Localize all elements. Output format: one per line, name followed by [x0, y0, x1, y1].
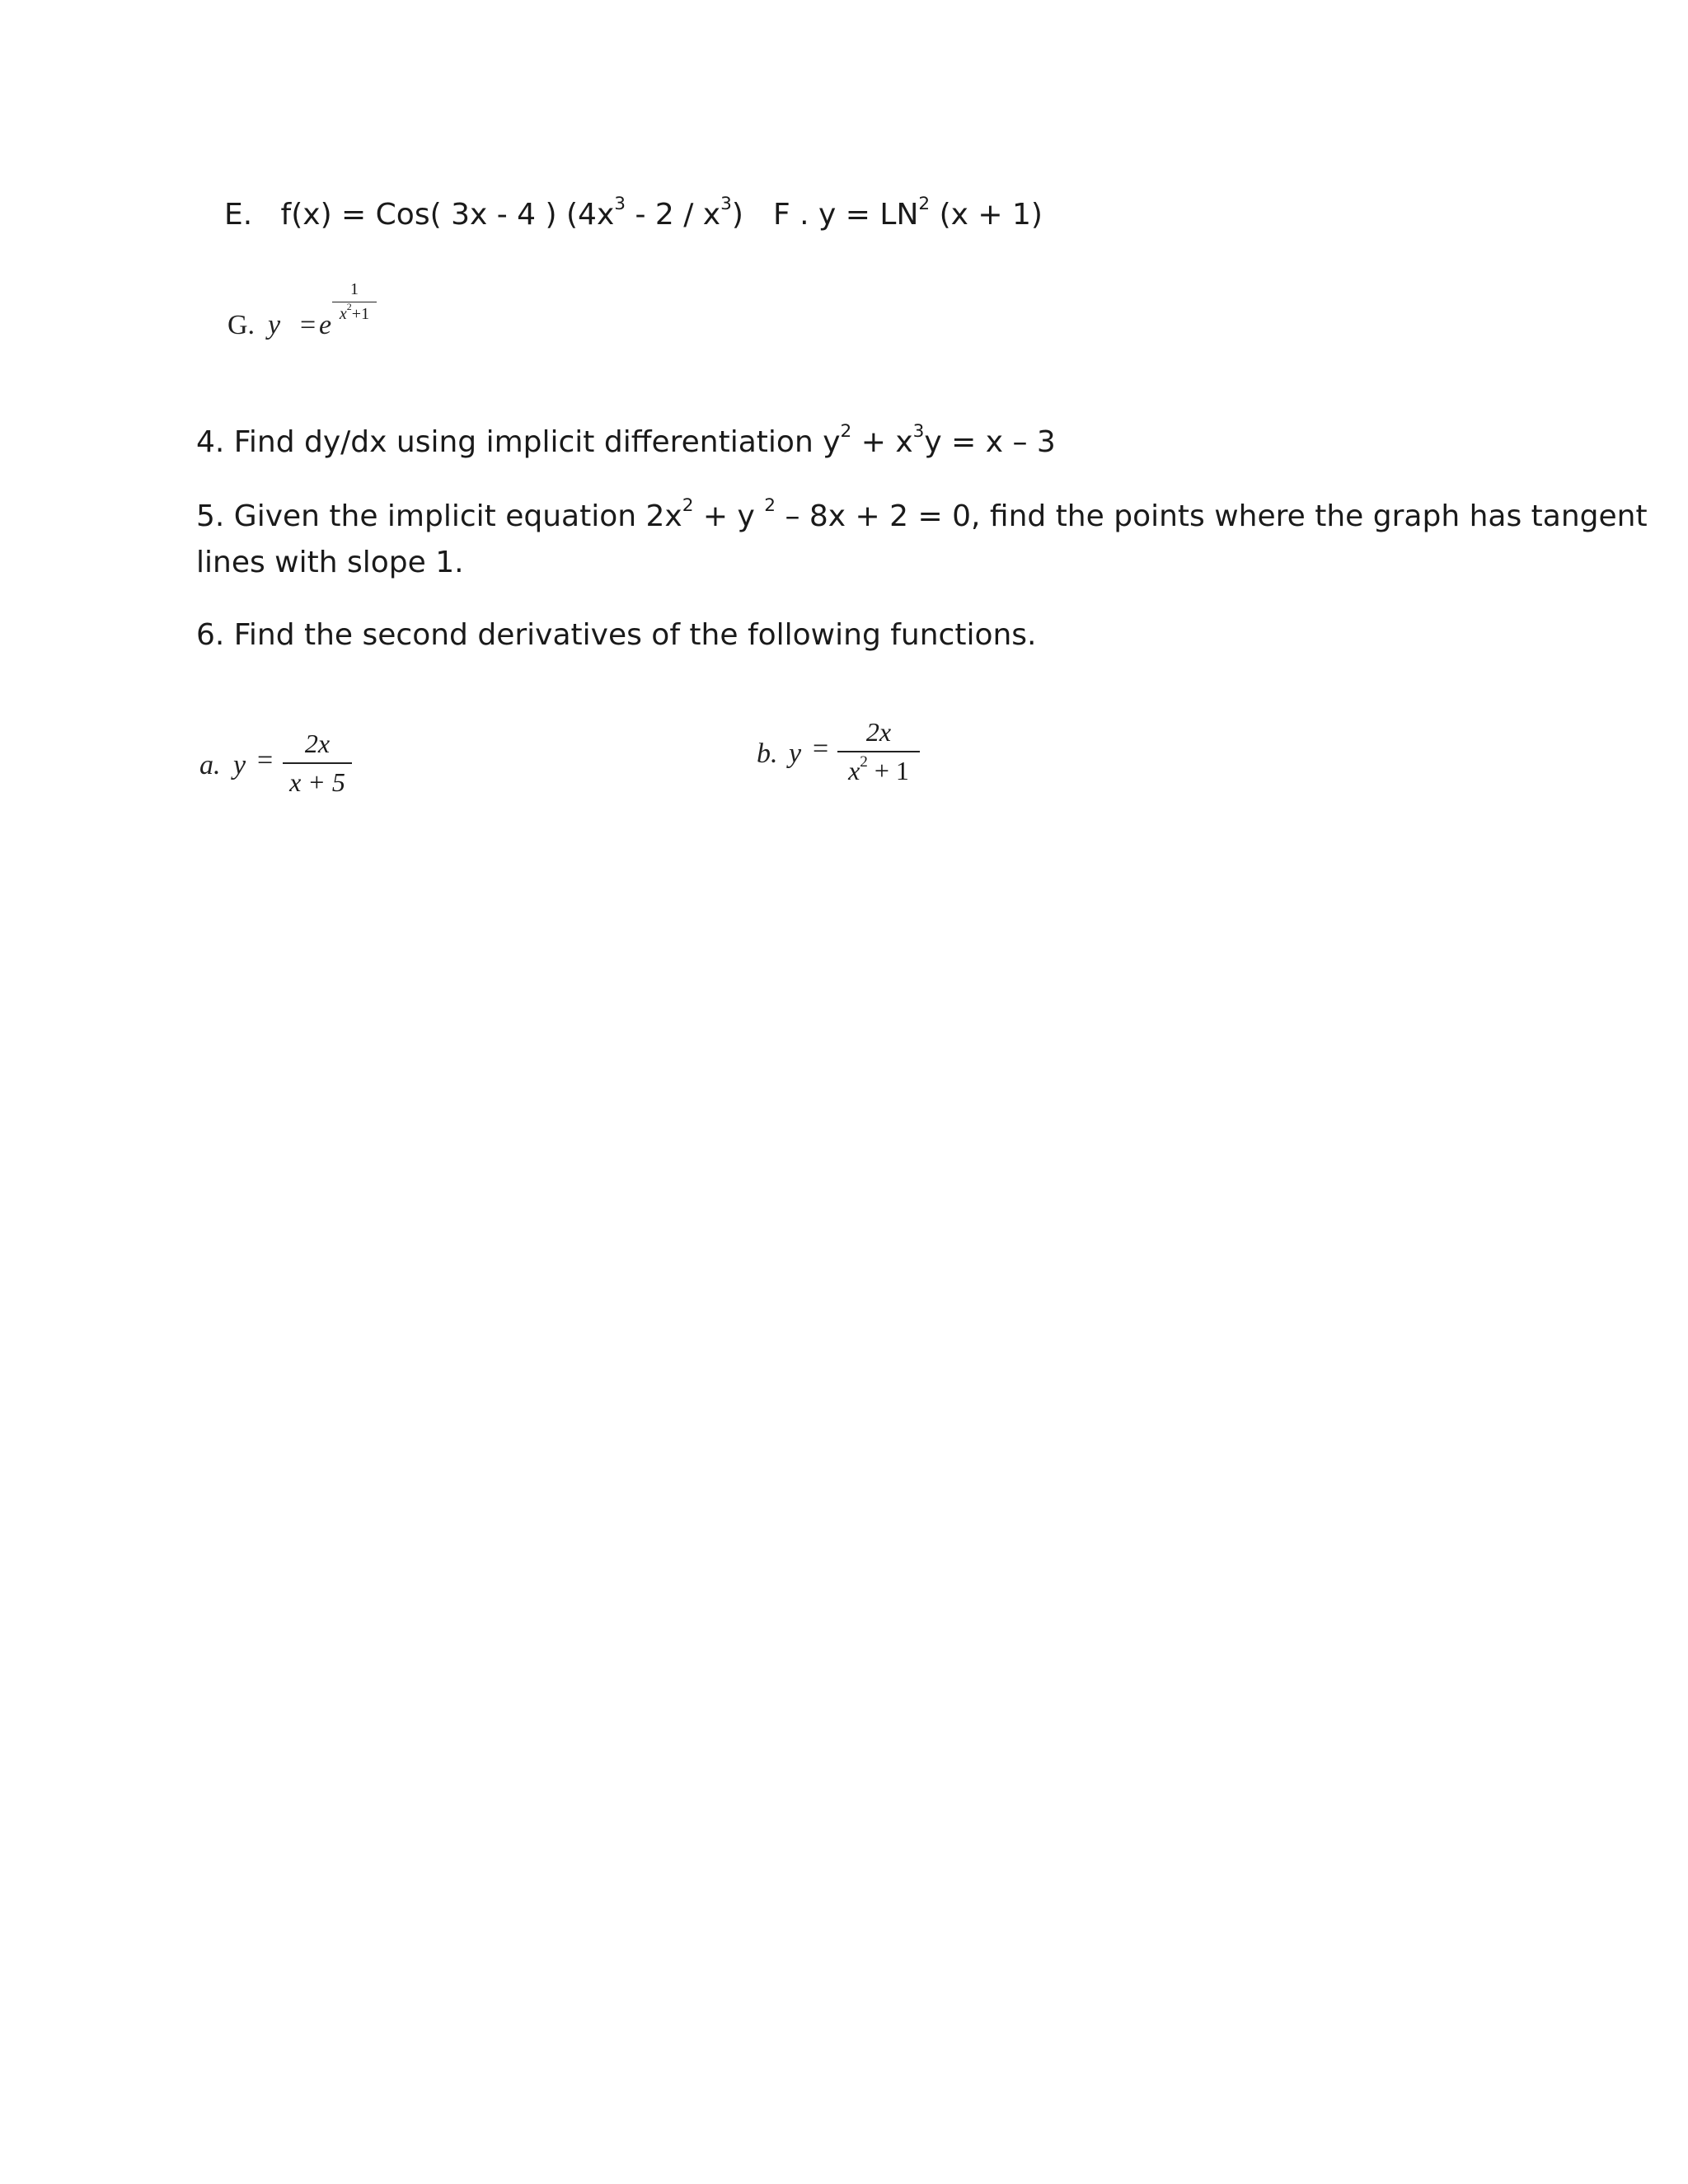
function-b-numerator: 2x: [865, 717, 892, 747]
item-g-exp-den: $x^2+1$: [339, 301, 370, 323]
function-b-lhs: y: [789, 738, 802, 769]
function-a-eq: =: [257, 745, 274, 776]
item-f-sup1: 2: [918, 193, 931, 214]
function-b-fraction: [837, 717, 920, 786]
question-6: [196, 618, 1037, 652]
item-f-expr-b: (x + 1): [930, 198, 1043, 232]
item-e: [224, 193, 743, 232]
item-f-label: F .: [773, 198, 809, 232]
item-e-sup1: 3: [614, 193, 626, 214]
function-b-eq: =: [813, 733, 829, 764]
function-b-label: b.: [757, 738, 778, 769]
function-b-denominator: $x^2 + 1$: [848, 752, 909, 785]
function-a-lhs: y: [233, 750, 246, 780]
question-5-line-1: [196, 494, 1648, 533]
item-g-base: e: [319, 310, 332, 340]
q5-line2: lines with slope 1.: [196, 546, 464, 579]
item-e-sup2: 3: [720, 193, 732, 214]
function-b-fraction-bar: [837, 751, 920, 752]
item-g-exp-num: 1: [350, 280, 359, 298]
item-f-expr-a: y = LN: [809, 198, 919, 232]
item-g-lhs: y: [268, 310, 281, 340]
q4-text-a: 4. Find dy/dx using implicit differentiation y: [196, 425, 841, 459]
q5-sup2: 2: [764, 494, 776, 516]
q5-line1-b: + y: [693, 499, 765, 533]
q4-sup1: 2: [840, 420, 852, 442]
item-e-expr-a: f(x) = Cos( 3x - 4 ) (4x: [280, 198, 615, 232]
function-a-numerator: 2x: [304, 729, 331, 758]
question-4: [196, 420, 1056, 459]
q6-text: 6. Find the second derivatives of the following functions.: [196, 618, 1037, 652]
function-a-fraction: [283, 729, 352, 798]
question-5-line-2: [196, 546, 464, 579]
q4-sup2: 3: [912, 420, 925, 442]
q5-line1-c: – 8x + 2 = 0, find the points where the graph has tangent: [776, 499, 1648, 533]
q5-line1-a: 5. Given the implicit equation 2x: [196, 499, 682, 533]
q4-text-c: y = x – 3: [924, 425, 1056, 459]
item-e-label: E.: [224, 198, 253, 232]
function-a-denominator: x + 5: [289, 767, 345, 797]
function-a-fraction-bar: [283, 762, 352, 764]
q5-sup1: 2: [682, 494, 694, 516]
item-f: [773, 193, 1043, 232]
item-g-label: G.: [227, 310, 256, 340]
item-e-expr-c: ): [731, 198, 743, 232]
item-g-exponent: [332, 280, 377, 324]
item-e-expr-b: - 2 / x: [626, 198, 721, 232]
item-g-eq: =: [300, 310, 316, 340]
function-a-label: a.: [199, 750, 221, 780]
q4-text-b: + x: [851, 425, 913, 459]
